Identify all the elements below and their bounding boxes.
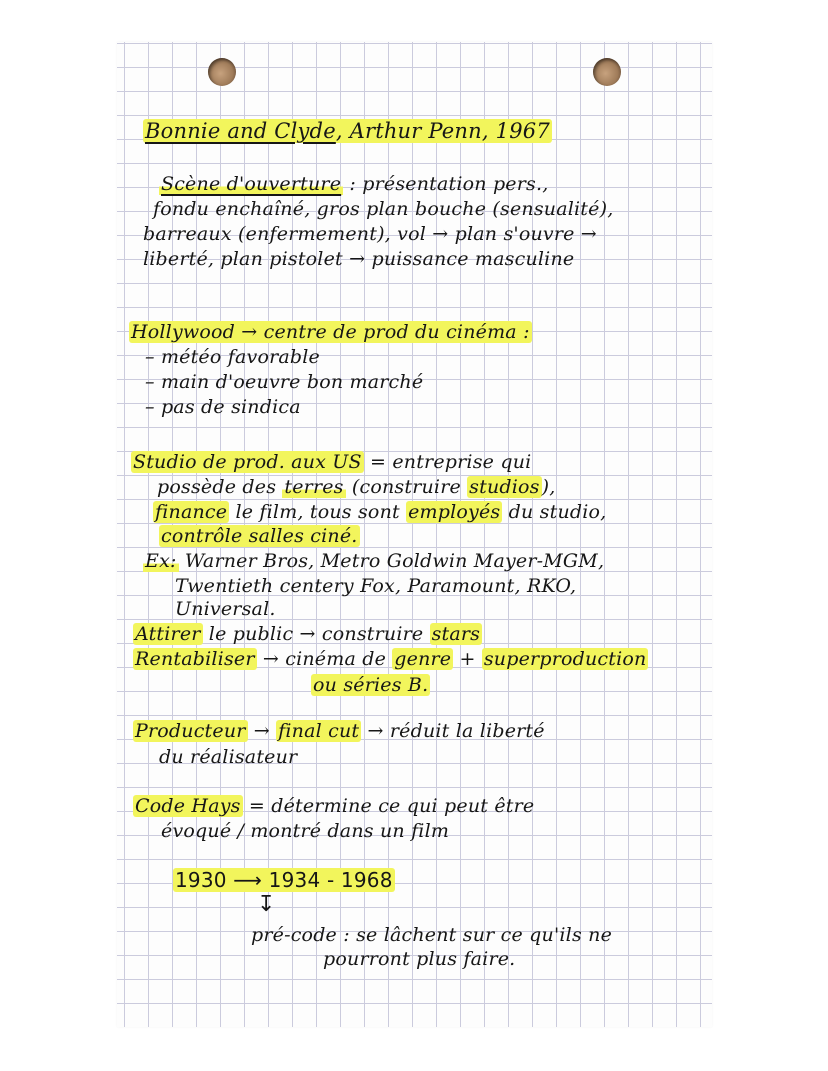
rentabiliser-line [133, 648, 648, 670]
highlight-employes: employés [408, 501, 501, 523]
highlight-studios: studios [469, 476, 540, 498]
opening-scene-line-2: fondu enchaîné, gros plan bouche (sensualité), [153, 198, 614, 220]
text: (construire [345, 476, 468, 498]
hollywood-heading-text: Hollywood → centre de prod du cinéma : [131, 321, 530, 343]
punch-hole-left [208, 58, 236, 86]
film-year: 1967 [495, 119, 550, 143]
hollywood-heading [129, 321, 532, 343]
precode-line-1: pré-code : se lâchent sur ce qu'ils ne [251, 924, 613, 946]
highlight-stars: stars [431, 623, 481, 645]
examples-label: Ex: [145, 550, 177, 572]
title-separator: , [335, 119, 350, 143]
highlight-attirer: Attirer [135, 623, 201, 645]
text: → réduit la liberté [361, 720, 545, 742]
highlight-final-cut: final cut [278, 720, 360, 742]
code-hays-line-1 [133, 795, 534, 817]
highlight-genre: genre [394, 648, 452, 670]
text: → cinéma de [256, 648, 393, 670]
studio-examples-line-3: Universal. [175, 598, 276, 620]
producer-line-2: du réalisateur [159, 746, 298, 768]
title-separator: , [481, 119, 496, 143]
producer-line-1 [133, 720, 545, 742]
studio-heading [131, 451, 531, 473]
studio-line-3 [153, 501, 606, 523]
highlight-rentabiliser: Rentabiliser [135, 648, 255, 670]
opening-scene-text: : présentation pers., [343, 173, 549, 195]
opening-scene-line-3: barreaux (enfermement), vol → plan s'ouvre → [143, 223, 597, 245]
timeline-highlight: 1930 ⟶ 1934 - 1968 [175, 868, 393, 892]
series-b-line [311, 674, 430, 696]
text: le public → construire [202, 623, 430, 645]
studio-heading-rest: = entreprise qui [363, 451, 532, 473]
opening-scene-line-4: liberté, plan pistolet → puissance masculine [143, 248, 575, 270]
note-title [143, 120, 552, 142]
code-hays-timeline [173, 869, 395, 891]
code-hays-line-2: évoqué / montré dans un film [161, 820, 450, 842]
highlight-superproduction: superproduction [483, 648, 647, 670]
opening-scene-line-1 [159, 173, 548, 195]
text: ), [541, 476, 556, 498]
text: + [453, 648, 482, 670]
studio-line-2 [157, 476, 555, 498]
precode-line-2: pourront plus faire. [323, 948, 516, 970]
punch-hole-right [593, 58, 621, 86]
text: possède des [157, 476, 283, 498]
examples-text: Warner Bros, Metro Goldwin Mayer-MGM, [178, 550, 605, 572]
studio-examples-line-1 [143, 550, 604, 572]
studio-examples-line-2: Twentieth centery Fox, Paramount, RKO, [175, 575, 577, 597]
highlight-controle-salles: contrôle salles ciné. [161, 525, 358, 547]
highlight-finance: finance [155, 501, 228, 523]
studio-heading-highlight: Studio de prod. aux US [133, 451, 362, 473]
attirer-line [133, 623, 482, 645]
text: = détermine ce qui peut être [242, 795, 535, 817]
hollywood-bullet-3: – pas de sindica [145, 396, 301, 418]
film-title: Bonnie and Clyde [145, 119, 336, 143]
arrow: → [247, 720, 277, 742]
grid-paper-sheet [117, 42, 712, 1027]
text: le film, tous sont [229, 501, 407, 523]
highlight-code-hays: Code Hays [135, 795, 241, 817]
hollywood-bullet-1: – météo favorable [145, 346, 320, 368]
text: du studio, [502, 501, 607, 523]
highlight-producteur: Producteur [135, 720, 246, 742]
highlight-series-b: ou séries B. [313, 674, 429, 696]
arrow-down-icon: ↧ [257, 892, 276, 917]
director-name: Arthur Penn [349, 119, 482, 143]
hollywood-bullet-2: – main d'oeuvre bon marché [145, 371, 424, 393]
studio-line-4 [159, 525, 360, 547]
opening-scene-label: Scène d'ouverture [161, 173, 342, 195]
highlight-terres: terres [284, 476, 344, 498]
